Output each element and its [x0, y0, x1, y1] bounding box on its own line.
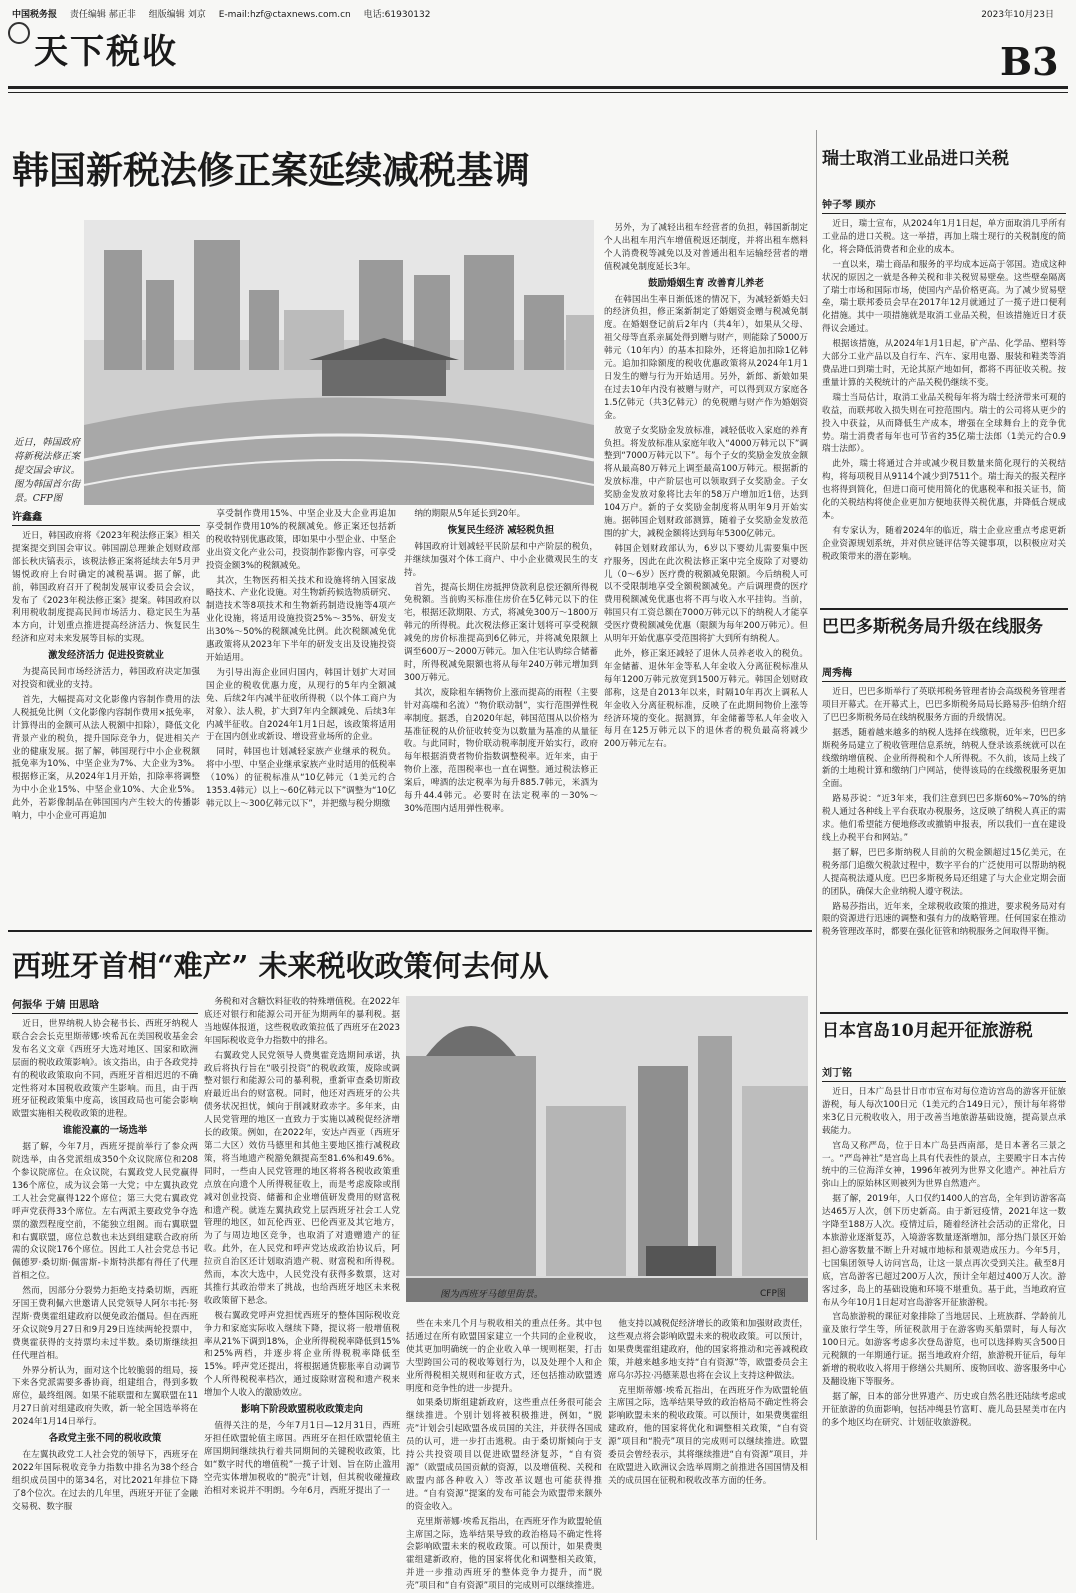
korea-col-4 [604, 222, 808, 920]
top-rule [8, 86, 1068, 89]
paragraph: 据悉，随着越来越多的纳税人选择在线缴税，近年来，巴巴多斯税务局建立了税收管理信息系统，纳税人登录该系统就可以在线缴纳增值税、企业所得税和个人所得税。不久前，该局上线了新的土地税计算和缴纳门户网站，使得该局的在线缴税服务更加全面。 [822, 727, 1066, 790]
paragraph: 近日，日本广岛县廿日市市宣布对每位造访宫岛的游客开征旅游税，每人每次100日元（1美元约合149日元），预计每年将带来3亿日元税收收入，用于改善当地旅游基础设施，提高景点承载能力。 [822, 1087, 1066, 1136]
swiss-body [822, 218, 1066, 606]
paragraph: 务税和对含糖饮料征收的特殊增值税。在2022年底还对银行和能源公司开征为期两年的暴利税。据当地媒体报道，这些税收政策拉低了西班牙在2023年国际税收竞争力指数中的排名。 [204, 997, 400, 1046]
sidebar-divider [816, 130, 817, 1540]
paragraph: 宫岛旅游税的课征对象排除了当地居民、上班族群、学龄前儿童及旅行学生等，所征税款用于在游客购买船票时，每人每次100日元。如游客考虑多次登岛游览，也可以选择购买含500日元税额的一年期通行证。据当地政府介绍，旅游税开征后，每年新增的税收收入将用于修缮公共厕所、废物回收、游客服务中心及翻设施下等服务。 [822, 1312, 1066, 1387]
paragraph: 路易莎说：“近3年来，我们注意到巴巴多斯60%~70%的纳税人通过各种线上平台获取办税服务，这反映了纳税人真正的需求。他们希望能方便地修改或撤销申报表，所以我们一直在建设线上办税平台和网站。” [822, 794, 1066, 843]
section-title: 天下税收 [34, 32, 178, 72]
paragraph: 近日，世界纳税人协会秘书长、西班牙纳税人联合会会长克里斯蒂娜·埃希瓦在美国税收基金会发布名义文章《西班牙大选对地区、国家和欧洲层面的税收政策影响》。该文指出，由于各政党持有的税收政策取向不同，西班牙首相迟迟的不确定性将对本国税收政策产生影响。而且，由于西班牙征税政策集中度高，该国政局也可能会影响欧盟实施相关税收政策的进程。 [12, 1019, 198, 1120]
paragraph: 近日，巴巴多斯举行了英联邦税务管理者协会高级税务管理者项目开幕式。在开幕式上，巴巴多斯税务局局长路易莎·伯纳介绍了巴巴多斯税务局在线纳税服务方面的升级情况。 [822, 687, 1066, 723]
paragraph: 据了解，2019年，人口仅约1400人的宫岛，全年到访游客高达465万人次，创下历史新高。由于新冠疫情，2021年这一数字降至188万人次。疫情过后，随着经济社会活动的正常化，日本旅游业逐渐复苏，入境游客数量逐渐增加，部分热门景区开始担心游客数量不断上升对城市地标和景观造成压力。今年5月，七国集团领导人访问宫岛，让这一景点再次受到关注。截至8月底，宫岛游客已超过200万人次，预计全年超过400万人次。游客过多，岛上的基础设施和环境不堪重负。基于此，当地政府宣布从今年10月1日起对宫岛游客开征旅游税。 [822, 1194, 1066, 1308]
korea-col-3 [404, 508, 598, 920]
paragraph: 为提高民间市场经济活力，韩国政府决定加强对投资和就业的支持。 [12, 667, 200, 690]
pakistan-rule [820, 1012, 1068, 1014]
paragraph: 宫岛又称严岛，位于日本广岛县西南部，是日本著名三景之一。“严岛神社”是宫岛上具有代表性的景点，主要殿宇日本古传统中的三位海洋女神，1996年被列为世界文化遗产。神社后方弥山上的原始林区则被列为世界自然遗产。 [822, 1140, 1066, 1190]
paragraph: 在韩国出生率日渐低迷的情况下，为减轻新婚夫妇的经济负担，修正案新制定了婚姻资金赠与税减免制度。在婚姻登记前后2年内（共4年），如果从父母、祖父母等直系亲属处得到赠与财产，则能除了5000万韩元（10年内）的基本扣除外，还将追加扣除1亿韩元。追加扣除额度的税收优惠政策将从2024年1月1日发生的赠与行为开始适用。另外，新郎、新娘如果在过去10年内没有被赠与财产，可以得到双方家庭各1.5亿韩元（共3亿韩元）的免税赠与财产作为婚姻资金。 [604, 294, 808, 421]
paragraph: 近日，韩国政府将《2023年税法修正案》相关提案提交到国会审议。韩国副总理兼企划财政部部长秋庆镐表示，该税法修正案将延续去年5月尹锡悦政府上台时确定的减税基调。据了解，此前，韩国政府召开了税制发展审议委员会会议，发布了《2023年税法修正案》提案。韩国政府以利用税收制度提高民间市场活力、稳定民生为基本方向，计划重点推进提高经济活力、恢复民生经济和应对未来发展等目标的实现。 [12, 531, 200, 645]
paragraph: 路易莎指出，近年来，全球税收政策的推进，要求税务局对有限的资源进行迅速的调整和强有力的战略管理。任何国家在推动税务管理改革时，都要在强化征管和纳税服务之间取得平衡。 [822, 901, 1066, 938]
paragraph: 此外，瑞士将通过合并或减少税目数量来简化现行的关税结构，将每项税目从9114个减少到7511个。瑞士海关的报关程序也将得到简化，但进口商可使用简化的优惠税率和报关证书，简化的关税结构将使企业更加方便地获得关税优惠，并降低合规成本。 [822, 459, 1066, 521]
paragraph: 据了解，日本的部分世界遗产、历史或自然名胜还陆续考虑或开征旅游的负面影响，包括冲绳县竹富町、鹿儿岛县屋美市在内的多个地区均在研究、计划征收旅游税。 [822, 1391, 1066, 1428]
paragraph: 放宽子女奖励金发放标准，减轻低收入家庭的养育负担。将发放标准从家庭年收入“4000万韩元以下”调整到“7000万韩元以下”。每个子女的奖励金发放金额将从最高80万韩元上调至最高100万韩元。根据新的发放标准，中产阶层也可以领取到子女奖励金。子女奖励金发放对象将比去年的58万户增加近1倍，达到104万户。新的子女奖励金制度将从明年9月开始实施。据韩国企划财政部测算，随着子女奖励金发放范围的扩大，减税金额将达到每年5300亿韩元。 [604, 425, 808, 539]
paragraph: 克里斯蒂娜·埃希瓦指出，在西班牙作为欧盟轮值主席国之际，选举结果导致的政治格局不确定性将会影响欧盟未来的税收政策。可以预计，如果费奥霍组建政府，他的国家将优化和调整相关政策，“自有资源”项目和“脱壳”项目的完成则可以继续推进。欧盟委员会曾经表示，其将继续推进“自有资源”项目，并在欧盟进入欧洲议会选举周期之前推进各国国情及相关的成员国在征税和税收改革方面的任务。 [608, 1385, 808, 1486]
paragraph: 根据该措施，从2024年1月1日起，矿产品、化学品、塑料等大部分工业产品以及自行车、汽车、家用电器、服装和鞋类等消费品进口到瑞士时，无论其原产地如何，都将不再征收关税。按重量计算的关税统计的产品关税仍继续不变。 [822, 339, 1066, 388]
paragraph: 他支持以减税促经济增长的政策和加强财政责任，这些观点将会影响欧盟未来的税收政策。可以预计，如果费奥霍组建政府，他的国家将推动和完善减税政策，并越来越多地支持“自有资源”等，欧盟委员会主席乌尔苏拉·冯德莱恩也将在会议上支持这种做法。 [608, 1319, 808, 1381]
paragraph: 韩国政府计划减轻平民阶层和中产阶层的税负，并继续加强对个体工商户、中小企业微观民生的支持。 [404, 541, 598, 578]
paragraph: 首先，提高长期住房抵押贷款利息偿还额所得税免税额。当前购买标准住房价在5亿韩元以下的住宅，根据还款期限、方式，将减免300万～1800万韩元的所得税。此次税法修正案计划将可享受税额减免的房价标准提高到6亿韩元，并将减免限额上调至600万～2000万韩元。加入住宅认购综合储蓄时，所得税减免限额也将从每年240万韩元增加到300万韩元。 [404, 582, 598, 683]
japan-body [822, 1086, 1066, 1543]
designer-name: 刘京 [187, 10, 206, 20]
subheading: 谁能没赢的一场选举 [62, 1125, 148, 1137]
subheading: 影响下阶段欧盟税收政策走向 [241, 1404, 363, 1416]
paragraph: 据了解，今年7月，西班牙提前举行了参众两院选举，由各党派组成350个众议院席位和208个参议院席位。在众议院，右翼政党人民党赢得136个席位，成为议会第一大党；中左翼执政党工人社会党赢得122个席位；第三大党右翼政党呼声党获得33个席位。左右两派主要政党争夺选票的激烈程度空前，不能独立组阁。而右翼联盟和右翼联盟，席位总数也未达到组建联合政府所需的众议院176个席位。因此工人社会党总书记佩德罗·桑切斯·佩雷斯-卡斯特洪都有得任了代理首相之位。 [12, 1142, 198, 1282]
subheading: 恢复民生经济 减轻税负担 [447, 524, 555, 536]
paragraph: 有专家认为，随着2024年的临近，瑞士企业应重点考虑更新企业资源规划系统，并对供应链评估等关键事项，以积极应对关税政策带来的潜在影响。 [822, 525, 1066, 562]
masthead [12, 8, 1064, 22]
paragraph: 极右翼政党呼声党担忧西班牙的整体国际税收竞争力和家庭实际收入继续下降，提议将一般增值税率从21%下调到18%，企业所得税税率降低到15%和25%两档，并逐步将企业所得税税率降低至15%。呼声党还提出，将根据通货膨胀率自动调节个人所得税税率档次，通过废除财富税和遗产税来增加个人收入的激励效应。 [204, 1310, 400, 1399]
designer-label: 组版编辑 [148, 10, 185, 20]
paragraph: 同时，韩国也计划减轻家族产业继承的税负。将中小型、中坚企业继承家族产业时适用的低税率（10%）的征税标准从“10亿韩元（1美元约合1353.4韩元）以上～60亿韩元以下”调整为“10亿韩元以上～300亿韩元以下”，并把缴与税分期缴 [206, 747, 396, 809]
spain-col-3 [406, 1318, 602, 1592]
paragraph: 首先，大幅提高对文化影像内容制作费用的法人税抵免比例（文化影像内容制作费用×抵免率，计算得出的金额可从法人税额中扣除），降低文化背景产业的税负，提升国际竞争力，促进相关产业的健康发展。据了解，韩国现行中小企业税额抵免率为10%、中坚企业为7%、大企业为3%。根据修正案，从2024年1月开始，扣除率将调整为中小企业15%、中坚企业10%、大企业5%。此外，若影像制品在韩国国内产生较大的传播影响力，中小企业可再追加 [12, 694, 200, 822]
top-rule-thin [8, 92, 1068, 93]
spain-col-4 [608, 1318, 808, 1543]
spain-photo-credit: CFP图 [760, 1289, 786, 1299]
phone: 电话:61930132 [363, 10, 431, 20]
spain-col-2 [204, 996, 400, 1543]
paragraph: 些在未来几个月与税收相关的重点任务。其中包括通过在所有欧盟国家建立一个共同的企业税收，使其更加明确统一的企业收入单一规则框架，打击大型跨国公司的税收筹划行为，以及处理个人和企业所得税相关规则和征收方式，还包括推动欧盟透明度和竞争性的进一步提升。 [406, 1319, 602, 1394]
paragraph: 为引导出海企业回归国内，韩国计划扩大对回国企业的税收优惠力度，从现行的5年内全额减免、后续2年内减半征收所得税（以个体工商户为对象）、法人税，扩大到7年内全额减免、后续3年内减半征收。自2024年1月1日起，该政策将适用于在国内创业或新设、增设营业场所的企业。 [206, 667, 396, 743]
korea-photo [84, 220, 594, 505]
subheading: 各政党主张不同的税收政策 [48, 1433, 162, 1445]
pakistan-title: 巴巴多斯税务局升级在线服务 [822, 617, 1043, 637]
page-code: B3 [1000, 39, 1059, 84]
paragraph: 其次，生物医药相关技术和设施将纳入国家战略技术、产业化设施。对生物新药候选物质研究、制造技术等8项技术和生物新药制造设施等4项产业化设施，将适用设施投资25%～35%、研发支出30%～50%的税额减免比例。此次税额减免优惠政策将从2023年下半年的研发支出及设施投资开始适用。 [206, 575, 396, 663]
spain-col-1 [12, 1018, 198, 1543]
paragraph: 右翼政党人民党领导人费奥霍竞选期间承诺，执政后将执行旨在“吸引投资”的税收政策，废除或调整对银行和能源公司的暴利税，重新审查桑切斯政府最近出台的财富税。同时，他还对西班牙的公共债务状况担忧，倾向于削减财政赤字。多年来，由人民党管理的地区一直致力于实施以减税促经济增长的政策。例如，在2022年，安达卢西亚（西班牙第二大区）效仿马德里和其他主要地区推行减税政策，将当地遗产税豁免额提高至81.6%和49.6%。同时，一些由人民党管理的地区将将各税收政策重点放在向遗个人所得税征收上，而是考虑废除或削减对创业投资、储蓄和企业增值研发费用的财富税和遗产税。就连左翼执政党上层西班牙社会工人党管理的地区，如瓦伦西亚、巴伦西亚及其它地方，为了与周边地区竞争，也取消了对遗赠遗产的征收。此外，在人民党和呼声党达成政治协议后，阿拉贡自治区还计划取消遗产税、财富税和所得税。然而，本次大选中，人民党没有获得多数票，这对其推行其政治带来了挑战，也给西班牙地区未来税收政策留下悬念。 [204, 1050, 400, 1306]
pakistan-byline: 周秀梅 [822, 664, 1066, 682]
paper-name: 中国税务报 [12, 10, 58, 20]
paragraph: 然而，因部分分裂势力拒绝支持桑切斯，西班牙国王费利佩六世邀请人民党领导人阿尔韦托·努涅斯·费奥霍组建政府以便免政治僵局。但在西班牙众议院9月27日和9月29日连续两轮投票中，费奥霍获得的支持票均未过半数。桑切斯继续担任代理首相。 [12, 1286, 198, 1361]
paragraph: 值得关注的是，今年7月1日—12月31日，西班牙担任欧盟轮值主席国。西班牙在担任欧盟轮值主席国期间继续执行着共同期间的关键税收政策，比如“数字时代的增值税”一揽子计划、旨在防止滥用空壳实体增加税收的“脱壳”计划，但其税收碰撞政治相对来说并不明朗。今年6月，西班牙提出了一 [204, 1421, 400, 1496]
spain-byline: 何振华 于婧 田思晗 [12, 996, 198, 1014]
paragraph: 纳的期限从5年延长到20年。 [414, 509, 526, 519]
paragraph: 近日，瑞士宣布，从2024年1月1日起，单方面取消几乎所有工业品的进口关税。这一举措，再加上瑞士现行的关税制度的简化，将会降低消费者和企业的成本。 [822, 219, 1066, 255]
swiss-byline: 钟子琴 顾亦 [822, 196, 1066, 214]
spain-headline: 西班牙首相“难产” 未来税收政策何去何从 [12, 949, 549, 983]
korea-byline: 许鑫鑫 [12, 508, 200, 526]
issue-date: 2023年10月23日 [981, 10, 1054, 20]
korea-photo-caption: 近日，韩国政府将新税法修正案提交国会审议。图为韩国首尔街景。CFP图 [14, 437, 80, 504]
paragraph: 在左翼执政党工人社会党的领导下，西班牙在2022年国际税收竞争力指数中排名为38个经合组织成员国中的第34名，对比2021年排位下降了8个位次。在过去的几年里，西班牙开征了金融交易税、数字服 [12, 1450, 198, 1512]
paragraph: 如果桑切斯组建新政府，这些重点任务很可能会继续推进。个别计划将被积极推进，例如，“脱壳”计划会引起欧盟各成员国的关注，并获得各国成员的认可，进一步打击逃税。由于桑切斯倾向于支持公共投资项目以促进欧盟经济复苏，“自有资源”（欧盟成员国贡献的资源，以及增值税、关税和欧盟内部各种收入）等改革议题也可能获得推进。“自有资源”提案的发布可能会为欧盟带来额外的资金收入。 [406, 1398, 602, 1512]
paragraph: 享受制作费用15%、中坚企业及大企业再追加享受制作费用10%的税额减免。修正案还包括新的税收特别优惠政策，即如果中小型企业、中坚企业出资文化产业公司，投资制作影像内容，可享受投资金额3%的税额减免。 [206, 509, 396, 571]
editor-name: 郝正非 [108, 10, 136, 20]
swiss-title: 瑞士取消工业品进口关税 [822, 149, 1009, 169]
paragraph: 另外，为了减轻出租车经营者的负担，韩国新制定个人出租车用汽车增值税返还制度，并将出租车燃料个人消费税等减免以及对普通出租车运输经营者的增值税减免制度延长3年。 [604, 223, 808, 272]
spain-photo-caption: 图为西班牙马德里街景。 [440, 1289, 544, 1300]
paragraph: 韩国企划财政部认为，6岁以下婴幼儿需要集中医疗服务，因此在此次税法修正案中完全废除了对婴幼儿（0～6岁）医疗费的税额减免限额。今后纳税人可以不受限制地享受全额税额减免。产后调理费的医疗费用税额减免优惠也将不再与收入水平挂钩。当前，韩国只有工资总额在7000万韩元以下的纳税人才能享受医疗费税额减免优惠（限额为每年200万韩元）。但从明年开始优惠享受范围将扩大到所有纳税人。 [604, 543, 808, 645]
paragraph: 此外，修正案还减轻了退休人员养老收入的税负。年金储蓄、退休年金等私人年金收入分离征税标准从每年1200万韩元放宽到1500万韩元。韩国企划财政部称，这是自2013年以来，时隔10年再次上调私人年金收入分离征税标准，反映了在此期间物价上涨等经济环境的变化。据测算，年金储蓄等私人年金收入每月在125万韩元以下的退休者的税负最高将减少200万韩元左右。 [604, 649, 808, 750]
swiss-rule [820, 608, 1068, 610]
paragraph: 据了解，巴巴多斯纳税人目前的欠税金额超过15亿美元，在税务部门追缴欠税款过程中，数字平台的广泛使用可以帮助纳税人提高税法遵从度。巴巴多斯税务局还组建了与大企业定期会面的团队，确保大企业纳税人遵守税法。 [822, 847, 1066, 897]
japan-title: 日本宫岛10月起开征旅游税 [822, 1021, 1033, 1041]
korea-col-1 [12, 530, 200, 920]
paragraph: 一直以来，瑞士商品和服务的平均成本远高于邻国。造成这种状况的原因之一就是各种关税和非关税贸易壁垒。这些壁垒隔离了瑞士市场和国际市场，使国内产品价格更高。为了减少贸易壁垒，瑞士联邦委员会早在2017年12月就通过了一揽子进口便利化措施。其中一项措施就是取消工业品关税，但该措施近日才获得议会通过。 [822, 259, 1066, 335]
paragraph: 其次，废除租车辆物价上涨而提高的雨程（主要针对高端和名流）“物价联动制”，实行范围弹性税率制度。据悉，自2020年起，韩国范围从以价格为基准征税的从价征收转变为以数量为基准的从量征收。与此同时，物价联动税率制度开始实行，政府每年根据消费者物价指数调整税率。近年来，由于物价上涨，范围税率也一直在调整。通过税法修正案后，啤酒的法定税率为每升885.7韩元，米酒为每升44.4韩元。必要时在法定税率的－30%～30%范围内适用弹性税率。 [404, 687, 598, 814]
paragraph: 克里斯蒂娜·埃希瓦指出，在西班牙作为欧盟轮值主席国之际，选举结果导致的政治格局不确定性将会影响欧盟未来的税收政策。可以预计，如果费奥霍组建新政府，他的国家将优化和调整相关政策，并进一步推动西班牙的整体竞争力提升，而“脱壳”项目和“自有资源”项目的完成则可以继续推进。 [406, 1516, 602, 1592]
japan-byline: 刘丁铭 [822, 1064, 1066, 1082]
pakistan-body [822, 686, 1066, 1016]
subheading: 鼓励婚姻生育 改善育儿养老 [648, 277, 764, 289]
subheading: 激发经济活力 促进投资就业 [48, 650, 164, 662]
korea-bottom-rule [8, 930, 812, 932]
korea-headline: 韩国新税法修正案延续减税基调 [12, 148, 530, 192]
editor-label: 责任编辑 [69, 10, 106, 20]
paragraph: 瑞士当局估计，取消工业品关税每年将为瑞士经济带来可观的收益，而联邦收入损失则在可控范围内。瑞士的公司将从更少的投入中获益，从而降低生产成本，增强在全球舞台上的竞争优势。瑞士消费者每年也可节省约35亿瑞士法郎（1美元约合0.9瑞士法郎）。 [822, 392, 1066, 455]
paragraph: 外界分析认为，面对这个比较脆弱的组局，接下来各党派需要多番协商，组建组合，得到多数席位，最终组阁。如果不能联盟和左翼联盟在11月27日前对组建政府失败，新一轮全国选举将在2024年1月14日举行。 [12, 1365, 198, 1428]
email[interactable]: E-mail:hzf@ctaxnews.com.cn [218, 10, 351, 20]
section-mark-icon [8, 22, 30, 44]
korea-col-2 [206, 508, 396, 920]
spain-photo [406, 996, 808, 1302]
